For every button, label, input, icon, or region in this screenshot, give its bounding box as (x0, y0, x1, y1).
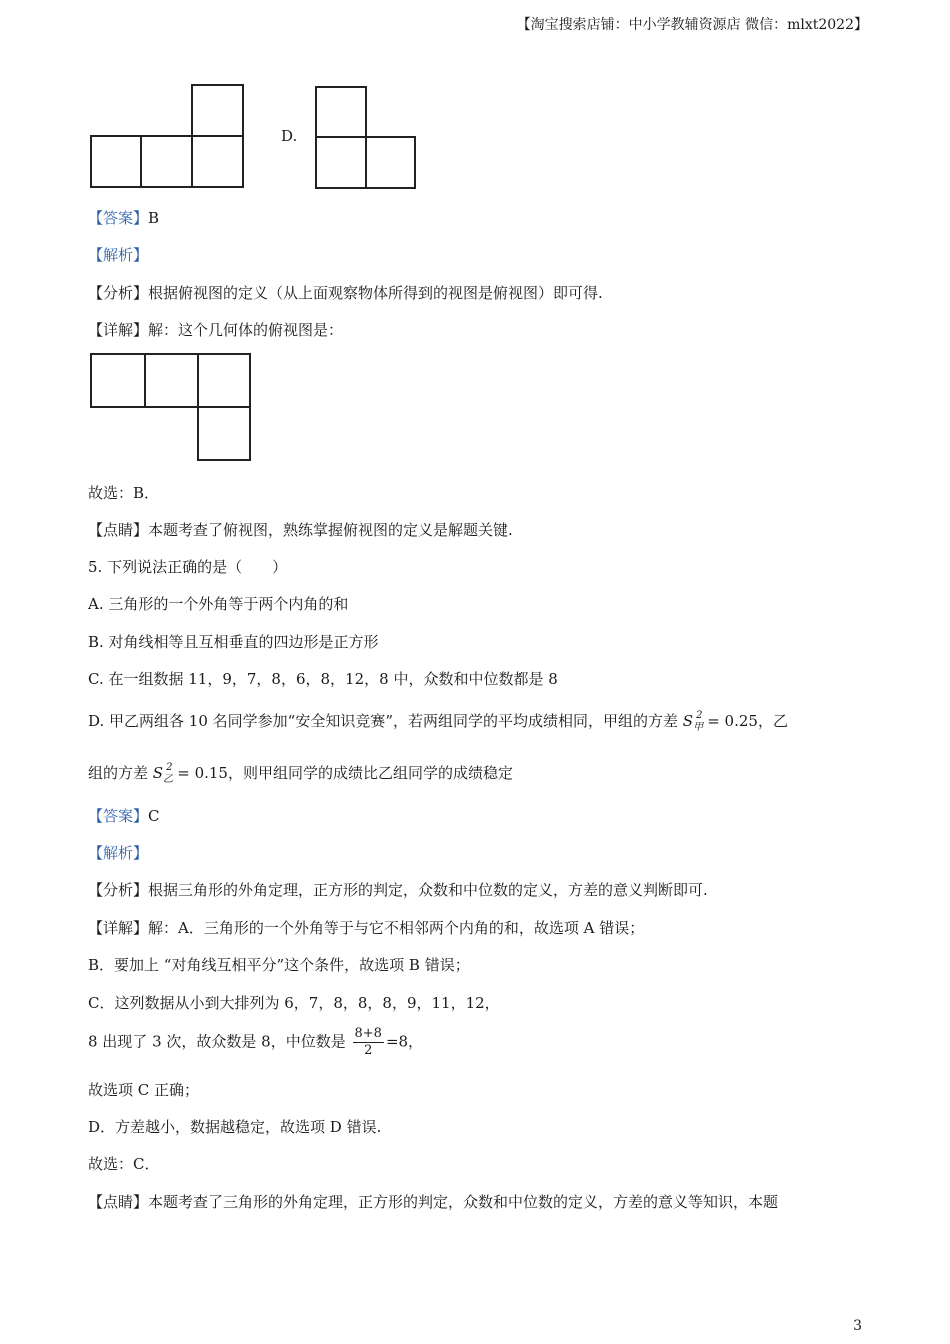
variance-jia-value: = 0.25 (707, 712, 758, 730)
q5-detail-c3: 故选项 C 正确； (88, 1081, 200, 1099)
q5-option-d-line1 (88, 710, 788, 733)
q4-choose: 故选：B． (88, 484, 160, 502)
variance-jia-symbol: $S_甲^2$ (682, 710, 704, 733)
comment-tag: 【点睛】 (88, 521, 149, 539)
q4-detail (88, 319, 343, 340)
fenxi-text: 根据俯视图的定义（从上面观察物体所得到的视图是俯视图）即可得. (148, 284, 603, 302)
q5-analysis-tag: 【解析】 (88, 844, 149, 862)
detail-text: =8， (385, 1032, 424, 1051)
comment-text: 本题考查了三角形的外角定理，正方形的判定，众数和中位数的定义，方差的意义等知识，本题 (148, 1193, 779, 1211)
q5-option-c: C. 在一组数据 11，9，7，8，6，8，12，8 中，众数和中位数都是 8 (88, 670, 558, 688)
figure-square (144, 353, 199, 408)
option-d-label: D. (281, 127, 298, 145)
page-number: 3 (853, 1318, 862, 1334)
median-fraction (353, 1026, 384, 1059)
answer-tag: 【答案】 (88, 807, 149, 825)
variance-yi-value: = 0.15 (177, 764, 228, 782)
q5-detail-d: D．方差越小，数据越稳定，故选项 D 错误. (88, 1118, 382, 1136)
q4-comment (88, 519, 513, 540)
q5-stem: 5. 下列说法正确的是（ ） (88, 558, 288, 576)
comment-tag: 【点睛】 (88, 1193, 149, 1211)
detail-tag: 【详解】 (88, 919, 149, 937)
fenxi-tag: 【分析】 (88, 284, 149, 302)
answer-value: B (148, 209, 160, 227)
q5-choose: 故选：C． (88, 1155, 160, 1173)
q5-fenxi (88, 879, 708, 900)
q5-option-d-line2 (88, 762, 513, 785)
detail-tag: 【详解】 (88, 321, 149, 339)
q5-detail-c1: C．这列数据从小到大排列为 6，7，8，8，8，9，11，12， (88, 994, 500, 1012)
detail-text: 8 出现了 3 次，故众数是 8，中位数是 (88, 1032, 346, 1051)
figure-square (90, 135, 142, 188)
figure-square (140, 135, 193, 188)
q5-option-b: B. 对角线相等且互相垂直的四边形是正方形 (88, 633, 379, 651)
variance-yi-symbol: $S_乙^2$ (152, 762, 174, 785)
figure-square (191, 135, 244, 188)
comment-text: 本题考查了俯视图，熟练掌握俯视图的定义是解题关键. (148, 521, 513, 539)
figure-square (197, 353, 251, 408)
detail-text: 解：这个几何体的俯视图是： (148, 321, 344, 339)
figure-square (90, 353, 146, 408)
q5-detail-b: B．要加上 “对角线互相平分”这个条件，故选项 B 错误； (88, 956, 470, 974)
q5-answer (88, 805, 160, 826)
figure-square (197, 406, 251, 461)
option-d-text-end: ，则甲组同学的成绩比乙组同学的成绩稳定 (227, 764, 513, 782)
option-d-text-end: ，乙 (757, 712, 788, 730)
fenxi-tag: 【分析】 (88, 881, 149, 899)
detail-text: 解：A．三角形的一个外角等于与它不相邻两个内角的和，故选项 A 错误； (148, 919, 645, 937)
q5-comment (88, 1191, 778, 1212)
q4-fenxi (88, 282, 603, 303)
option-d-text: D. 甲乙两组各 10 名同学参加“安全知识竞赛”，若两组同学的平均成绩相同，甲组的方差 (88, 712, 678, 730)
q4-analysis-tag: 【解析】 (88, 246, 149, 264)
figure-square (315, 136, 367, 189)
fraction-denominator: 2 (364, 1043, 373, 1058)
q4-answer (88, 207, 159, 228)
q5-detail-a (88, 917, 644, 938)
figure-square (365, 136, 416, 189)
figure-square (315, 86, 367, 138)
page-header: 【淘宝搜索店铺：中小学教辅资源店 微信：mlxt2022】 (516, 17, 868, 33)
answer-value: C (148, 807, 160, 825)
option-d-text: 组的方差 (88, 764, 149, 782)
fraction-numerator: 8+8 (354, 1026, 382, 1041)
answer-tag: 【答案】 (88, 209, 149, 227)
fenxi-text: 根据三角形的外角定理，正方形的判定，众数和中位数的定义，方差的意义判断即可. (148, 881, 708, 899)
q5-option-a: A. 三角形的一个外角等于两个内角的和 (88, 595, 349, 613)
figure-square (191, 84, 244, 137)
q5-detail-c2 (88, 1026, 423, 1059)
